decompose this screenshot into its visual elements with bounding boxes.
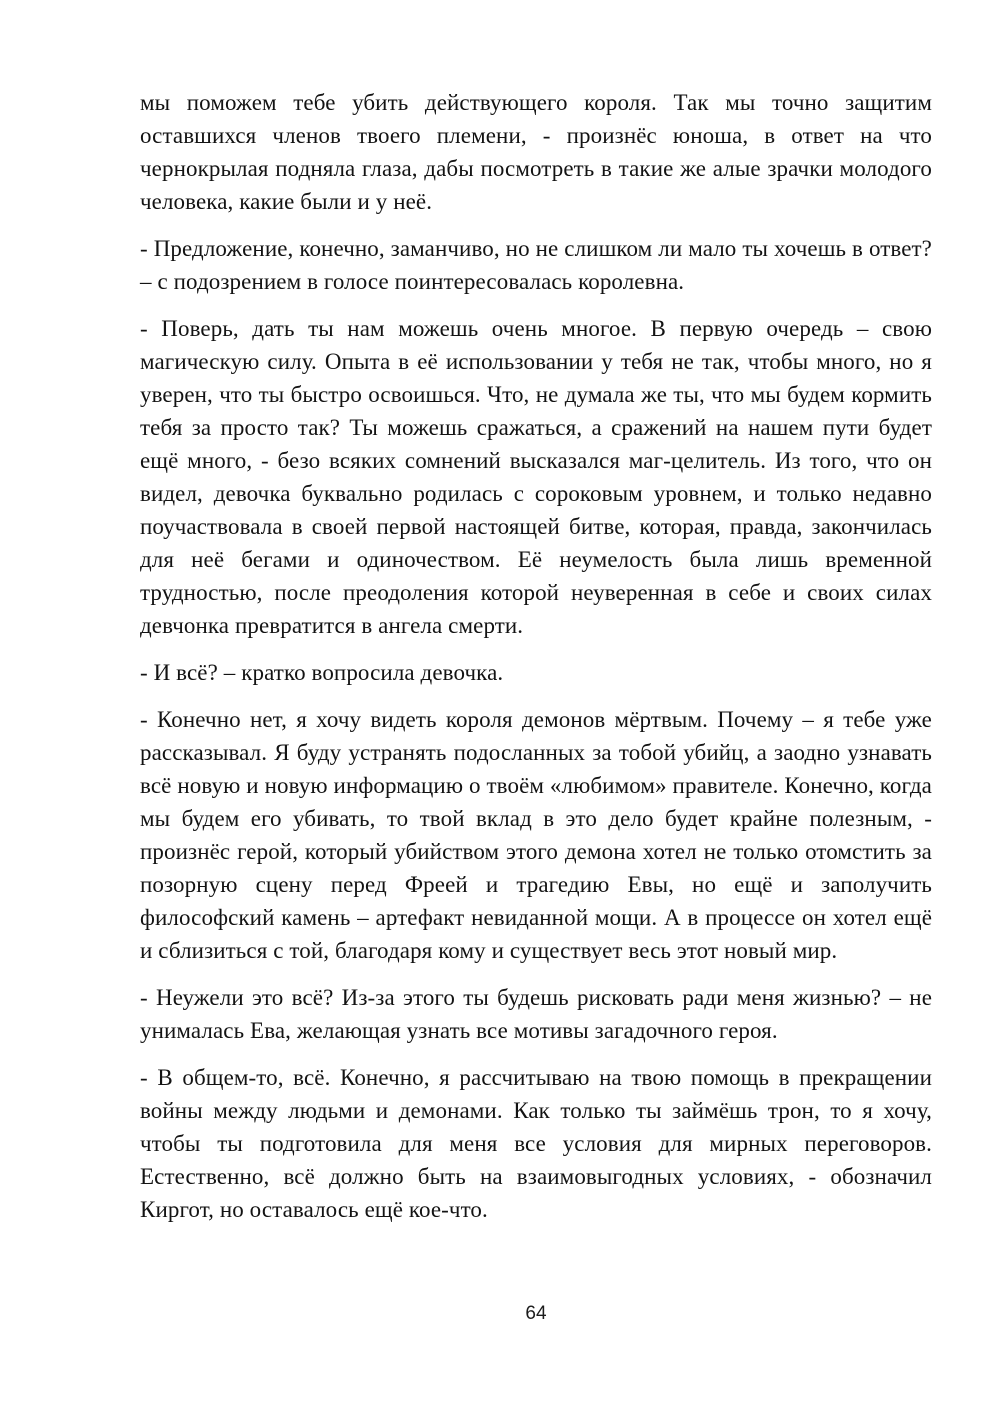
paragraph: - Конечно нет, я хочу видеть короля демонов мёртвым. Почему – я тебе уже рассказывал. Я буду устранять подосланных за тобой убийц, а заодно узнавать всё новую и новую информацию о твоём «любимом» правителе. Конечно, когда мы будем его убивать, то твой вклад в это дело будет крайне полезным, - произнёс герой, который убийством этого демона хотел не только отомстить за позорную сцену перед Фреей и трагедию Евы, но ещё и заполучить философский камень – артефакт невиданной мощи. А в процессе он хотел ещё и сблизиться с той, благодаря кому и существует весь этот новый мир. (140, 707, 932, 963)
paragraph: - Предложение, конечно, заманчиво, но не слишком ли мало ты хочешь в ответ? – с подозрением в голосе поинтересовалась королевна. (140, 236, 932, 294)
paragraph: - Поверь, дать ты нам можешь очень многое. В первую очередь – свою магическую силу. Опыта в её использовании у тебя не так, чтобы много, но я уверен, что ты быстро освоишься. Что, не думала же ты, что мы будем кормить тебя за просто так? Ты можешь сражаться, а сражений на нашем пути будет ещё много, - безо всяких сомнений высказался маг-целитель. Из того, что он видел, девочка буквально родилась с сороковым уровнем, и только недавно поучаствовала в своей первой настоящей битве, которая, правда, закончилась для неё бегами и одиночеством. Её неумелость была лишь временной трудностью, после преодоления которой неуверенная в себе и своих силах девчонка превратится в ангела смерти. (140, 316, 932, 638)
paragraph: мы поможем тебе убить действующего короля. Так мы точно защитим оставшихся членов твоего племени, - произнёс юноша, в ответ на что чернокрылая подняла глаза, дабы посмотреть в такие же алые зрачки молодого человека, какие были и у неё. (140, 90, 932, 214)
paragraph: - Неужели это всё? Из-за этого ты будешь рисковать ради меня жизнью? – не унималась Ева, желающая узнать все мотивы загадочного героя. (140, 985, 932, 1043)
paragraph: - И всё? – кратко вопросила девочка. (140, 660, 504, 685)
paragraph: - В общем-то, всё. Конечно, я рассчитываю на твою помощь в прекращении войны между людьми и демонами. Как только ты займёшь трон, то я хочу, чтобы ты подготовила для меня все условия для мирных переговоров. Естественно, всё должно быть на взаимовыгодных условиях, - обозначил Киргот, но оставалось ещё кое-что. (140, 1065, 932, 1222)
body-text (140, 86, 932, 1240)
page-number: 64 (525, 1303, 547, 1324)
